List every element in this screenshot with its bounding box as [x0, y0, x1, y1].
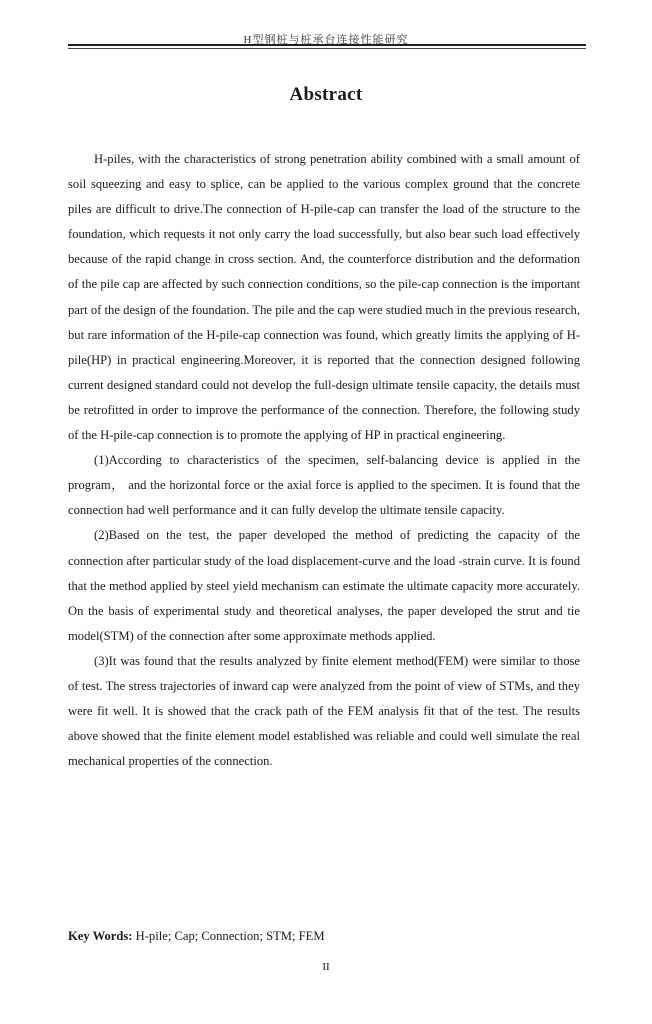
abstract-paragraph-2: (2)Based on the test, the paper developed the method of predicting the capacity of the connection after particular study of the load displacement-curve and the load -strain curve. It is found that the method applied by steel yield mechanism can estimate the ultimate capacity more accurately. On the basis of experimental study and theoretical analyses, the paper developed the strut and tie model(STM) of the connection after some approximate methods applied.	[68, 528, 580, 643]
page-title: Abstract	[289, 84, 363, 105]
keywords	[68, 929, 580, 944]
page-number: II	[322, 961, 330, 973]
abstract-body	[68, 147, 580, 774]
abstract-paragraph-intro: H-piles, with the characteristics of strong penetration ability combined with a small amount of soil squeezing and easy to splice, can be applied to the various complex ground that the concrete piles are difficult to drive.The connection of H-pile-cap can transfer the load of the structure to the foundation, which requests it not only carry the load successfully, but also bear such load effectively because of the rapid change in cross section. And, the counterforce distribution and the deformation of the pile cap are affected by such connection conditions, so the pile-cap connection is the important part of the design of the foundation. The pile and the cap were studied much in the previous research, but rare information of the H-pile-cap connection was found, which greatly limits the applying of H-pile(HP) in practical engineering.Moreover, it is reported that the connection designed following current designed standard could not develop the full-design ultimate tensile capacity, the details must be retrofitted in order to improve the performance of the connection. Therefore, the following study of the H-pile-cap connection is to promote the applying of HP in practical engineering.	[68, 152, 580, 443]
keywords-label: Key Words:	[68, 929, 133, 943]
abstract-paragraph-3: (3)It was found that the results analyzed by finite element method(FEM) were similar to those of test. The stress trajectories of inward cap were analyzed from the point of view of STMs, and they were fit well. It is showed that the crack path of the FEM analysis fit that of the test. The results above showed that the finite element model established was reliable and could well simulate the real mechanical properties of the connection.	[68, 653, 580, 769]
header-rule	[68, 44, 586, 46]
abstract-paragraph-1: (1)According to characteristics of the specimen, self-balancing device is applied in the program， and the horizontal force or the axial force is applied to the specimen. It is found that the connection had well performance and it can fully develop the ultimate tensile capacity.	[68, 453, 580, 518]
keywords-value: H-pile; Cap; Connection; STM; FEM	[132, 929, 325, 943]
running-header: H型钢桩与桩承台连接性能研究	[243, 34, 409, 46]
header-rule-thin	[68, 48, 586, 49]
